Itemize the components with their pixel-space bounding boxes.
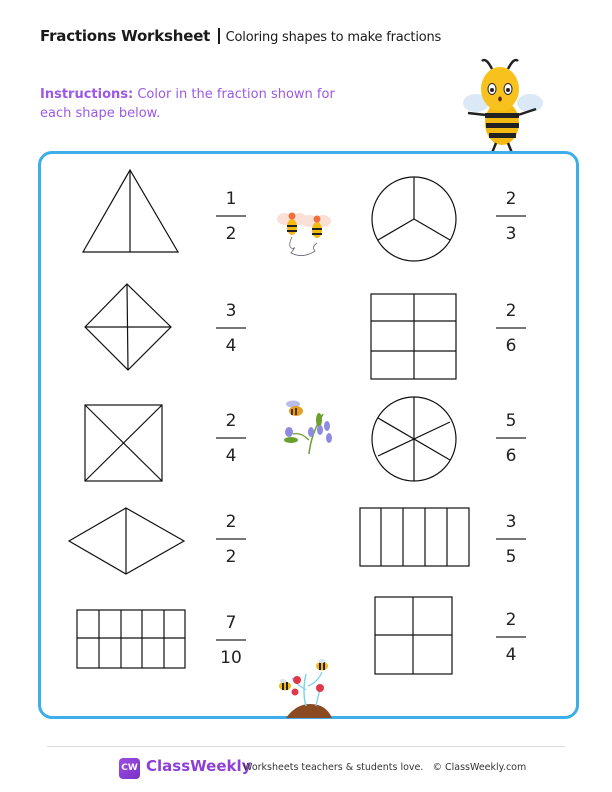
triangle-halves-shape[interactable] — [83, 170, 178, 252]
denominator: 4 — [225, 336, 237, 356]
instructions-text: Color in the fraction shown for each shape below. — [40, 87, 335, 121]
circle-sixths-shape[interactable] — [372, 397, 456, 481]
numerator: 5 — [505, 411, 517, 431]
fraction-3 — [211, 410, 251, 467]
numerator: 3 — [505, 512, 517, 532]
denominator: 5 — [505, 547, 517, 567]
fraction-7 — [491, 300, 531, 357]
numerator: 2 — [225, 512, 237, 532]
denominator: 2 — [225, 547, 237, 567]
fraction-bar — [496, 327, 526, 329]
numerator: 2 — [505, 189, 517, 209]
numerator: 3 — [225, 301, 237, 321]
tagline-text: Worksheets teachers & students love. — [243, 762, 424, 773]
denominator: 3 — [505, 224, 517, 244]
square-grid-2x3-shape[interactable] — [371, 294, 456, 379]
diamond-quarters-shape[interactable] — [85, 284, 171, 370]
numerator: 7 — [225, 613, 237, 633]
numerator: 2 — [505, 610, 517, 630]
fraction-bar — [496, 538, 526, 540]
fraction-bar — [496, 215, 526, 217]
brand-name: ClassWeekly — [146, 757, 252, 775]
rectangle-fifths-shape[interactable] — [360, 508, 469, 566]
fraction-5 — [211, 612, 251, 669]
footer-divider — [47, 746, 565, 747]
fraction-bar — [216, 639, 246, 641]
denominator: 10 — [220, 648, 242, 668]
numerator: 2 — [225, 411, 237, 431]
classweekly-logo-icon: CW — [119, 758, 140, 779]
worksheet-title: Fractions Worksheet — [40, 27, 211, 45]
instructions-label: Instructions: — [40, 87, 134, 102]
bee-on-bluebell-flowers-icon — [279, 400, 335, 456]
fraction-bar — [216, 538, 246, 540]
circle-thirds-shape[interactable] — [372, 177, 456, 261]
fraction-10 — [491, 609, 531, 666]
fraction-4 — [211, 511, 251, 568]
rhombus-halves-shape[interactable] — [69, 508, 184, 574]
denominator: 6 — [505, 446, 517, 466]
numerator: 2 — [505, 301, 517, 321]
denominator: 4 — [225, 446, 237, 466]
fraction-bar — [216, 327, 246, 329]
square-x-quarters-shape[interactable] — [85, 405, 162, 481]
fraction-6 — [491, 188, 531, 245]
fraction-1 — [211, 188, 251, 245]
fraction-bar — [216, 437, 246, 439]
denominator: 4 — [505, 645, 517, 665]
bees-over-flower-plant-icon — [272, 656, 340, 718]
numerator: 1 — [225, 189, 237, 209]
fraction-9 — [491, 511, 531, 568]
fraction-bar — [496, 437, 526, 439]
footer-tagline — [243, 762, 526, 773]
denominator: 2 — [225, 224, 237, 244]
two-flying-bees-icon — [275, 207, 337, 259]
fraction-bar — [216, 215, 246, 217]
denominator: 6 — [505, 336, 517, 356]
rectangle-grid-5x2-shape[interactable] — [77, 610, 185, 668]
fraction-8 — [491, 410, 531, 467]
worksheet-subtitle: Coloring shapes to make fractions — [225, 30, 442, 45]
square-grid-2x2-shape[interactable] — [375, 597, 452, 674]
copyright-text: © ClassWeekly.com — [432, 762, 527, 773]
fraction-2 — [211, 300, 251, 357]
fraction-bar — [496, 636, 526, 638]
